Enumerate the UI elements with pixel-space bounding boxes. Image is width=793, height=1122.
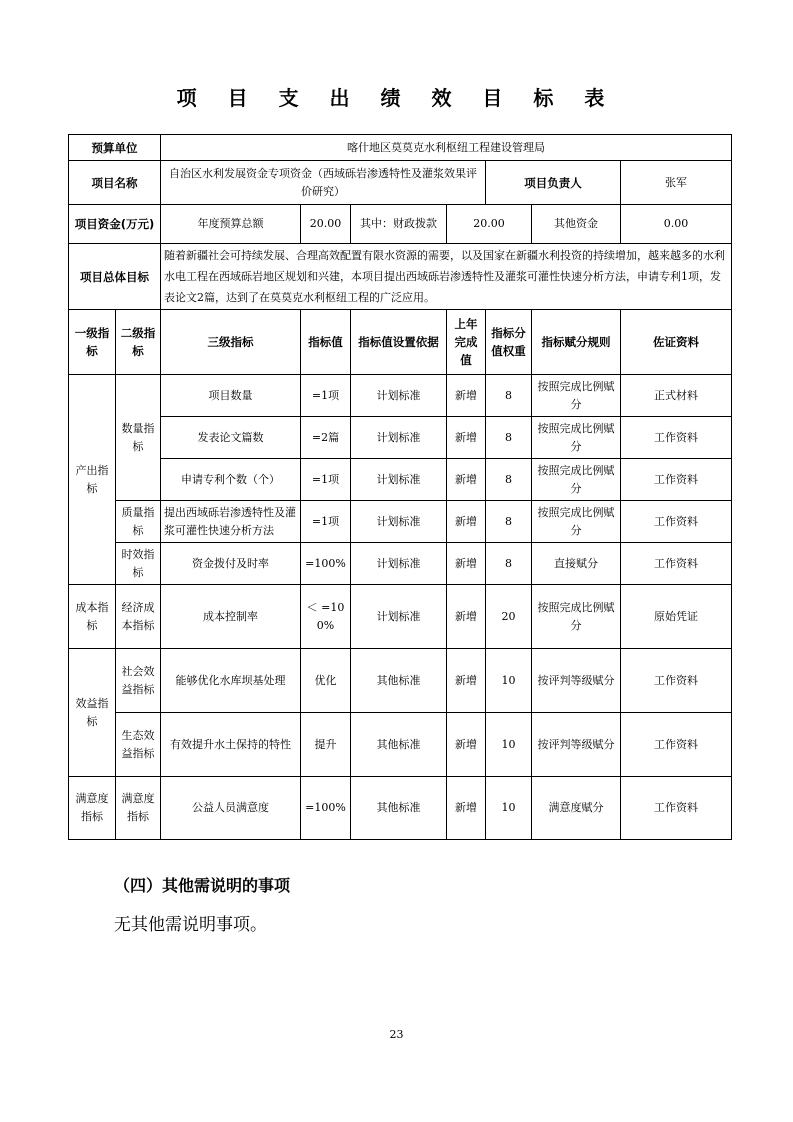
- performance-target-table: [68, 134, 732, 840]
- group-output: 产出指标: [69, 375, 116, 585]
- indicator-rule: 按照完成比例赋分: [532, 375, 621, 417]
- indicator-last-year: 新增: [447, 501, 486, 543]
- indicator-value: =1项: [301, 459, 351, 501]
- budget-unit-value: 喀什地区莫莫克水利枢纽工程建设管理局: [161, 135, 732, 161]
- table-row: [69, 777, 732, 840]
- column-header-row: [69, 310, 732, 375]
- col-level3: 三级指标: [161, 310, 301, 375]
- table-row: [69, 417, 732, 459]
- overall-goal-text: 随着新疆社会可持续发展、合理高效配置有限水资源的需要，以及国家在新疆水利投资的持续增加，越来越多的水利水电工程在西域砾岩地区规划和兴建，本项目提出西域砾岩渗透特性及灌浆可灌性快速分析方法，申请专利1项，发表论文2篇，达到了在莫莫克水利枢纽工程的广泛应用。: [161, 244, 732, 310]
- indicator-last-year: 新增: [447, 417, 486, 459]
- indicator-weight: 20: [486, 585, 532, 649]
- indicator-value: =1项: [301, 501, 351, 543]
- subgroup-satisfaction: 满意度指标: [116, 777, 161, 840]
- table-row: [69, 459, 732, 501]
- indicator-weight: 8: [486, 459, 532, 501]
- indicator-basis: 其他标准: [351, 713, 447, 777]
- indicator-value: =100%: [301, 543, 351, 585]
- overall-goal-label: 项目总体目标: [69, 244, 161, 310]
- indicator-evidence: 工作资料: [621, 777, 732, 840]
- indicator-weight: 8: [486, 543, 532, 585]
- indicator-basis: 其他标准: [351, 777, 447, 840]
- page-number: 23: [389, 1028, 404, 1041]
- indicator-value: =100%: [301, 777, 351, 840]
- page-title: 项 目 支 出 绩 效 目 标 表: [176, 86, 617, 110]
- indicator-basis: 计划标准: [351, 459, 447, 501]
- col-level1: 一级指标: [69, 310, 116, 375]
- indicator-name: 能够优化水库坝基处理: [161, 649, 301, 713]
- annual-budget-label: 年度预算总额: [161, 205, 301, 244]
- indicator-name: 发表论文篇数: [161, 417, 301, 459]
- col-level2: 二级指标: [116, 310, 161, 375]
- indicator-basis: 其他标准: [351, 649, 447, 713]
- indicator-name: 成本控制率: [161, 585, 301, 649]
- indicator-name: 申请专利个数（个）: [161, 459, 301, 501]
- section-heading: （四）其他需说明的事项: [114, 876, 291, 895]
- indicator-evidence: 工作资料: [621, 543, 732, 585]
- indicator-basis: 计划标准: [351, 417, 447, 459]
- budget-unit-label: 预算单位: [69, 135, 161, 161]
- budget-unit-row: [69, 135, 732, 161]
- project-name-label: 项目名称: [69, 161, 161, 205]
- col-weight: 指标分值权重: [486, 310, 532, 375]
- indicator-weight: 8: [486, 501, 532, 543]
- indicator-rule: 按照完成比例赋分: [532, 501, 621, 543]
- indicator-weight: 10: [486, 713, 532, 777]
- indicator-last-year: 新增: [447, 777, 486, 840]
- subgroup-social-benefit: 社会效益指标: [116, 649, 161, 713]
- section-text: 无其他需说明事项。: [114, 915, 267, 935]
- project-name-row: [69, 161, 732, 205]
- indicator-rule: 按照完成比例赋分: [532, 585, 621, 649]
- other-funds-label: 其他资金: [532, 205, 621, 244]
- indicator-last-year: 新增: [447, 375, 486, 417]
- col-value: 指标值: [301, 310, 351, 375]
- col-basis: 指标值设置依据: [351, 310, 447, 375]
- table-row: [69, 375, 732, 417]
- indicator-weight: 10: [486, 777, 532, 840]
- indicator-name: 提出西域砾岩渗透特性及灌浆可灌性快速分析方法: [161, 501, 301, 543]
- indicator-last-year: 新增: [447, 543, 486, 585]
- funds-label: 项目资金(万元): [69, 205, 161, 244]
- indicator-evidence: 工作资料: [621, 649, 732, 713]
- table-row: [69, 585, 732, 649]
- project-name-value: 自治区水利发展资金专项资金（西域砾岩渗透特性及灌浆效果评价研究）: [161, 161, 486, 205]
- fiscal-label: 其中：财政拨款: [351, 205, 447, 244]
- indicator-value: =2篇: [301, 417, 351, 459]
- indicator-evidence: 工作资料: [621, 713, 732, 777]
- overall-goal-row: [69, 244, 732, 310]
- indicator-basis: 计划标准: [351, 375, 447, 417]
- indicator-evidence: 工作资料: [621, 459, 732, 501]
- indicator-basis: 计划标准: [351, 501, 447, 543]
- subgroup-eco-benefit: 生态效益指标: [116, 713, 161, 777]
- indicator-rule: 按评判等级赋分: [532, 713, 621, 777]
- project-funds-row: [69, 205, 732, 244]
- indicator-rule: 按照完成比例赋分: [532, 417, 621, 459]
- indicator-basis: 计划标准: [351, 585, 447, 649]
- col-evidence: 佐证资料: [621, 310, 732, 375]
- indicator-evidence: 工作资料: [621, 501, 732, 543]
- indicator-evidence: 原始凭证: [621, 585, 732, 649]
- subgroup-quantity: 数量指标: [116, 375, 161, 501]
- indicator-last-year: 新增: [447, 713, 486, 777]
- fiscal-value: 20.00: [447, 205, 532, 244]
- col-rule: 指标赋分规则: [532, 310, 621, 375]
- indicator-name: 项目数量: [161, 375, 301, 417]
- subgroup-quality: 质量指标: [116, 501, 161, 543]
- indicator-name: 公益人员满意度: [161, 777, 301, 840]
- indicator-rule: 按照完成比例赋分: [532, 459, 621, 501]
- table-row: [69, 543, 732, 585]
- manager-label: 项目负责人: [486, 161, 621, 205]
- subgroup-economic-cost: 经济成本指标: [116, 585, 161, 649]
- table-row: [69, 501, 732, 543]
- indicator-last-year: 新增: [447, 649, 486, 713]
- indicator-value: 优化: [301, 649, 351, 713]
- indicator-rule: 满意度赋分: [532, 777, 621, 840]
- other-funds-value: 0.00: [621, 205, 732, 244]
- subgroup-timeliness: 时效指标: [116, 543, 161, 585]
- group-satisfaction: 满意度指标: [69, 777, 116, 840]
- indicator-weight: 8: [486, 375, 532, 417]
- indicator-rule: 按评判等级赋分: [532, 649, 621, 713]
- indicator-name: 资金拨付及时率: [161, 543, 301, 585]
- indicator-rule: 直接赋分: [532, 543, 621, 585]
- indicator-last-year: 新增: [447, 459, 486, 501]
- group-benefit: 效益指标: [69, 649, 116, 777]
- table-row: [69, 713, 732, 777]
- col-last-year: 上年完成值: [447, 310, 486, 375]
- indicator-weight: 8: [486, 417, 532, 459]
- indicator-evidence: 正式材料: [621, 375, 732, 417]
- indicator-evidence: 工作资料: [621, 417, 732, 459]
- indicator-last-year: 新增: [447, 585, 486, 649]
- table-row: [69, 649, 732, 713]
- indicator-basis: 计划标准: [351, 543, 447, 585]
- annual-budget-value: 20.00: [301, 205, 351, 244]
- indicator-value: =1项: [301, 375, 351, 417]
- group-cost: 成本指标: [69, 585, 116, 649]
- manager-value: 张军: [621, 161, 732, 205]
- indicator-value: ＜ =100%: [301, 585, 351, 649]
- indicator-name: 有效提升水土保持的特性: [161, 713, 301, 777]
- indicator-value: 提升: [301, 713, 351, 777]
- indicator-weight: 10: [486, 649, 532, 713]
